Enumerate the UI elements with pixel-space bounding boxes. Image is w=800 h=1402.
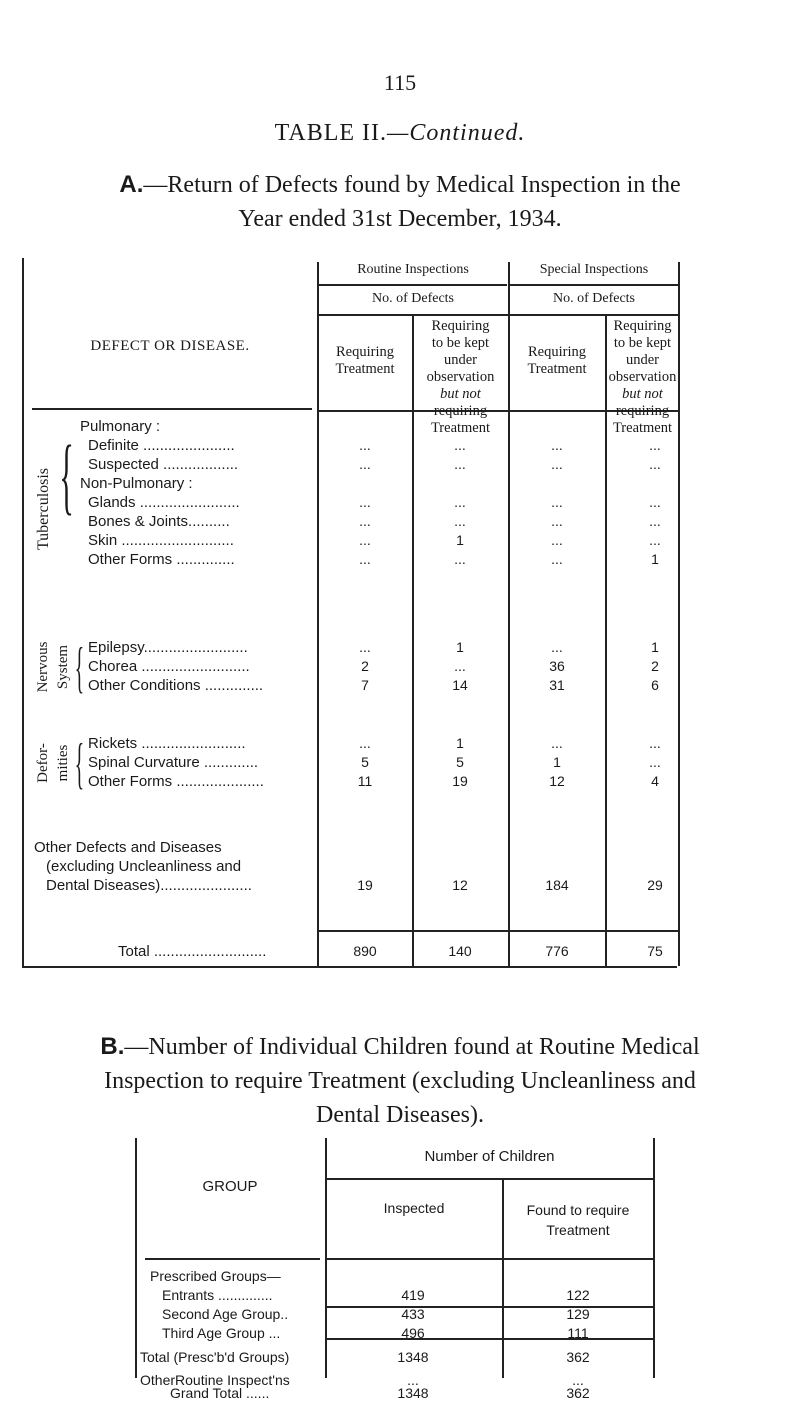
cell-value: ... bbox=[359, 551, 371, 567]
cell-value: 5 bbox=[361, 754, 369, 770]
header-line: to be kept bbox=[431, 335, 490, 351]
group-label-system: System bbox=[55, 644, 71, 690]
row-label: Rickets ......................... bbox=[88, 735, 246, 752]
routine-no-defects: No. of Defects bbox=[371, 291, 455, 306]
cell-value: ... bbox=[359, 639, 371, 655]
header-line: Requiring bbox=[613, 318, 672, 334]
total-prescribed-label: Total (Presc'b'd Groups) bbox=[140, 1349, 290, 1365]
header-line: under bbox=[625, 352, 659, 368]
cell-value: 19 bbox=[452, 773, 468, 789]
found-header-line2: Treatment bbox=[546, 1222, 610, 1238]
group-label-tuberculosis: Tuberculosis bbox=[35, 467, 52, 551]
other-defects-line2: (excluding Uncleanliness and bbox=[46, 858, 242, 875]
number-of-children-header: Number of Children bbox=[424, 1148, 555, 1165]
cell-value: ... bbox=[551, 551, 563, 567]
cell-value: 1 bbox=[456, 735, 464, 751]
row-label: Spinal Curvature ............. bbox=[88, 754, 259, 771]
inspected-value: 496 bbox=[401, 1325, 425, 1341]
header-line: Requiring bbox=[431, 318, 490, 334]
group-label-defor: Defor- bbox=[35, 743, 51, 783]
page-number: 115 bbox=[383, 70, 417, 95]
header-line: to be kept bbox=[613, 335, 672, 351]
table-title-main: TABLE II. bbox=[274, 120, 388, 146]
routine-header: Routine Inspections bbox=[357, 262, 469, 277]
header-line: but not bbox=[440, 386, 481, 402]
header-line: Treatment bbox=[430, 420, 491, 436]
cell-value: ... bbox=[359, 437, 371, 453]
cell-value: 2 bbox=[361, 658, 369, 674]
cell-value: ... bbox=[551, 456, 563, 472]
section-b-heading-line3: Dental Diseases). bbox=[316, 1102, 484, 1128]
inspected-header: Inspected bbox=[383, 1200, 445, 1216]
section-b-letter: B. bbox=[100, 1033, 125, 1060]
inspected-value: 419 bbox=[401, 1287, 425, 1303]
cell-value: 4 bbox=[651, 773, 659, 789]
row-label: Suspected .................. bbox=[88, 456, 239, 473]
header-line: Treatment bbox=[612, 420, 673, 436]
defect-column-header: DEFECT OR DISEASE. bbox=[90, 338, 250, 354]
special-no-defects: No. of Defects bbox=[552, 291, 636, 306]
cell-value: ... bbox=[454, 494, 466, 510]
header-line: Treatment bbox=[335, 361, 395, 377]
row-label: Glands ........................ bbox=[88, 494, 240, 511]
group-row-label: Prescribed Groups— bbox=[150, 1268, 281, 1284]
group-row-label: Third Age Group ... bbox=[162, 1325, 281, 1341]
section-b-heading bbox=[10, 1030, 790, 1132]
group-row-label: Second Age Group.. bbox=[162, 1306, 289, 1322]
total-value: 890 bbox=[353, 943, 377, 959]
found-header bbox=[503, 1200, 653, 1240]
cell-value: 1 bbox=[651, 639, 659, 655]
found-value: 362 bbox=[566, 1385, 590, 1401]
cell-value: ... bbox=[551, 639, 563, 655]
row-label: Bones & Joints.......... bbox=[88, 513, 230, 530]
group-header: GROUP bbox=[202, 1178, 258, 1195]
nervous-brace: { bbox=[74, 637, 85, 699]
cell-value: ... bbox=[551, 494, 563, 510]
total-value: 140 bbox=[448, 943, 472, 959]
cell-value: 19 bbox=[357, 877, 373, 893]
cell-value: 1 bbox=[456, 639, 464, 655]
grand-total-label: Grand Total ...... bbox=[170, 1385, 270, 1401]
cell-value: 31 bbox=[549, 677, 565, 693]
cell-value: ... bbox=[551, 437, 563, 453]
section-a-heading-line1: —Return of Defects found by Medical Inspection in the bbox=[143, 172, 681, 198]
found-value: 129 bbox=[566, 1306, 590, 1322]
cell-value: ... bbox=[649, 532, 661, 548]
cell-value: 29 bbox=[647, 877, 663, 893]
row-label: Definite ...................... bbox=[88, 437, 235, 454]
row-label: Non-Pulmonary : bbox=[80, 475, 193, 492]
special-requiring-treatment-header bbox=[509, 344, 605, 378]
header-line: observation bbox=[608, 369, 677, 385]
found-value: 111 bbox=[567, 1325, 589, 1341]
cell-value: ... bbox=[359, 456, 371, 472]
cell-value: 11 bbox=[357, 773, 373, 789]
cell-value: ... bbox=[454, 456, 466, 472]
cell-value: 6 bbox=[651, 677, 659, 693]
cell-value: ... bbox=[551, 735, 563, 751]
tuberculosis-brace: { bbox=[59, 427, 74, 523]
header-line: requiring bbox=[615, 403, 670, 419]
group-label-nervous: Nervous bbox=[35, 641, 51, 693]
header-line: observation bbox=[426, 369, 495, 385]
header-line: requiring bbox=[433, 403, 488, 419]
cell-value: ... bbox=[649, 437, 661, 453]
row-label: Epilepsy......................... bbox=[88, 639, 248, 656]
section-b-heading-line1: —Number of Individual Children found at Routine Medical bbox=[124, 1034, 700, 1060]
cell-value: ... bbox=[551, 532, 563, 548]
header-line: Treatment bbox=[527, 361, 587, 377]
cell-value: ... bbox=[649, 513, 661, 529]
total-label: Total ........................... bbox=[118, 943, 267, 960]
cell-value: ... bbox=[649, 735, 661, 751]
cell-value: ... bbox=[454, 513, 466, 529]
cell-value: ... bbox=[454, 551, 466, 567]
row-label: Other Forms ..................... bbox=[88, 773, 264, 790]
header-line: Requiring bbox=[336, 344, 394, 360]
total-value: 776 bbox=[545, 943, 569, 959]
header-line: but not bbox=[622, 386, 663, 402]
cell-value: ... bbox=[359, 513, 371, 529]
cell-value: ... bbox=[454, 437, 466, 453]
row-label: Pulmonary : bbox=[80, 418, 161, 435]
other-defects-line1: Other Defects and Diseases bbox=[34, 839, 222, 856]
header-line: Requiring bbox=[528, 344, 586, 360]
found-value: 122 bbox=[566, 1287, 590, 1303]
cell-value: ... bbox=[551, 513, 563, 529]
inspected-value: 1348 bbox=[397, 1385, 429, 1401]
cell-value: ... bbox=[359, 494, 371, 510]
other-routine-label: OtherRoutine Inspect'ns bbox=[140, 1372, 290, 1388]
row-label: Chorea .......................... bbox=[88, 658, 250, 675]
cell-value: ... bbox=[649, 494, 661, 510]
section-a-heading-line2: Year ended 31st December, 1934. bbox=[238, 206, 562, 232]
row-label: Skin ........................... bbox=[88, 532, 234, 549]
cell-value: 1 bbox=[553, 754, 561, 770]
inspected-value: ... bbox=[407, 1372, 419, 1388]
inspected-value: 1348 bbox=[397, 1349, 429, 1365]
deformities-brace: { bbox=[74, 733, 85, 795]
cell-value: 14 bbox=[452, 677, 468, 693]
cell-value: ... bbox=[359, 735, 371, 751]
cell-value: ... bbox=[649, 754, 661, 770]
row-label: Other Conditions .............. bbox=[88, 677, 264, 694]
row-label: Other Forms .............. bbox=[88, 551, 235, 568]
section-a-letter: A. bbox=[119, 171, 144, 198]
special-observation-header bbox=[606, 318, 679, 437]
cell-value: 1 bbox=[651, 551, 659, 567]
header-line: under bbox=[443, 352, 477, 368]
cell-value: 184 bbox=[545, 877, 569, 893]
cell-value: ... bbox=[454, 658, 466, 674]
cell-value: 7 bbox=[361, 677, 369, 693]
section-b-heading-line2: Inspection to require Treatment (excluding Uncleanliness and bbox=[104, 1068, 696, 1094]
table-title bbox=[0, 120, 800, 147]
other-defects-line3: Dental Diseases)...................... bbox=[46, 877, 252, 894]
cell-value: ... bbox=[649, 456, 661, 472]
found-value: ... bbox=[572, 1372, 584, 1388]
cell-value: 12 bbox=[549, 773, 565, 789]
found-header-line1: Found to require bbox=[526, 1202, 630, 1218]
group-row-label: Entrants .............. bbox=[162, 1287, 273, 1303]
cell-value: 5 bbox=[456, 754, 464, 770]
table-title-suffix: —Continued. bbox=[387, 120, 526, 146]
total-value: 75 bbox=[647, 943, 663, 959]
cell-value: 12 bbox=[452, 877, 468, 893]
routine-observation-header bbox=[413, 318, 508, 437]
found-value: 362 bbox=[566, 1349, 590, 1365]
cell-value: 1 bbox=[456, 532, 464, 548]
cell-value: ... bbox=[359, 532, 371, 548]
cell-value: 2 bbox=[651, 658, 659, 674]
inspected-value: 433 bbox=[401, 1306, 425, 1322]
routine-requiring-treatment-header bbox=[318, 344, 412, 378]
section-a-heading bbox=[20, 168, 780, 236]
special-header: Special Inspections bbox=[539, 262, 649, 277]
group-label-mities: mities bbox=[55, 744, 71, 782]
cell-value: 36 bbox=[549, 658, 565, 674]
